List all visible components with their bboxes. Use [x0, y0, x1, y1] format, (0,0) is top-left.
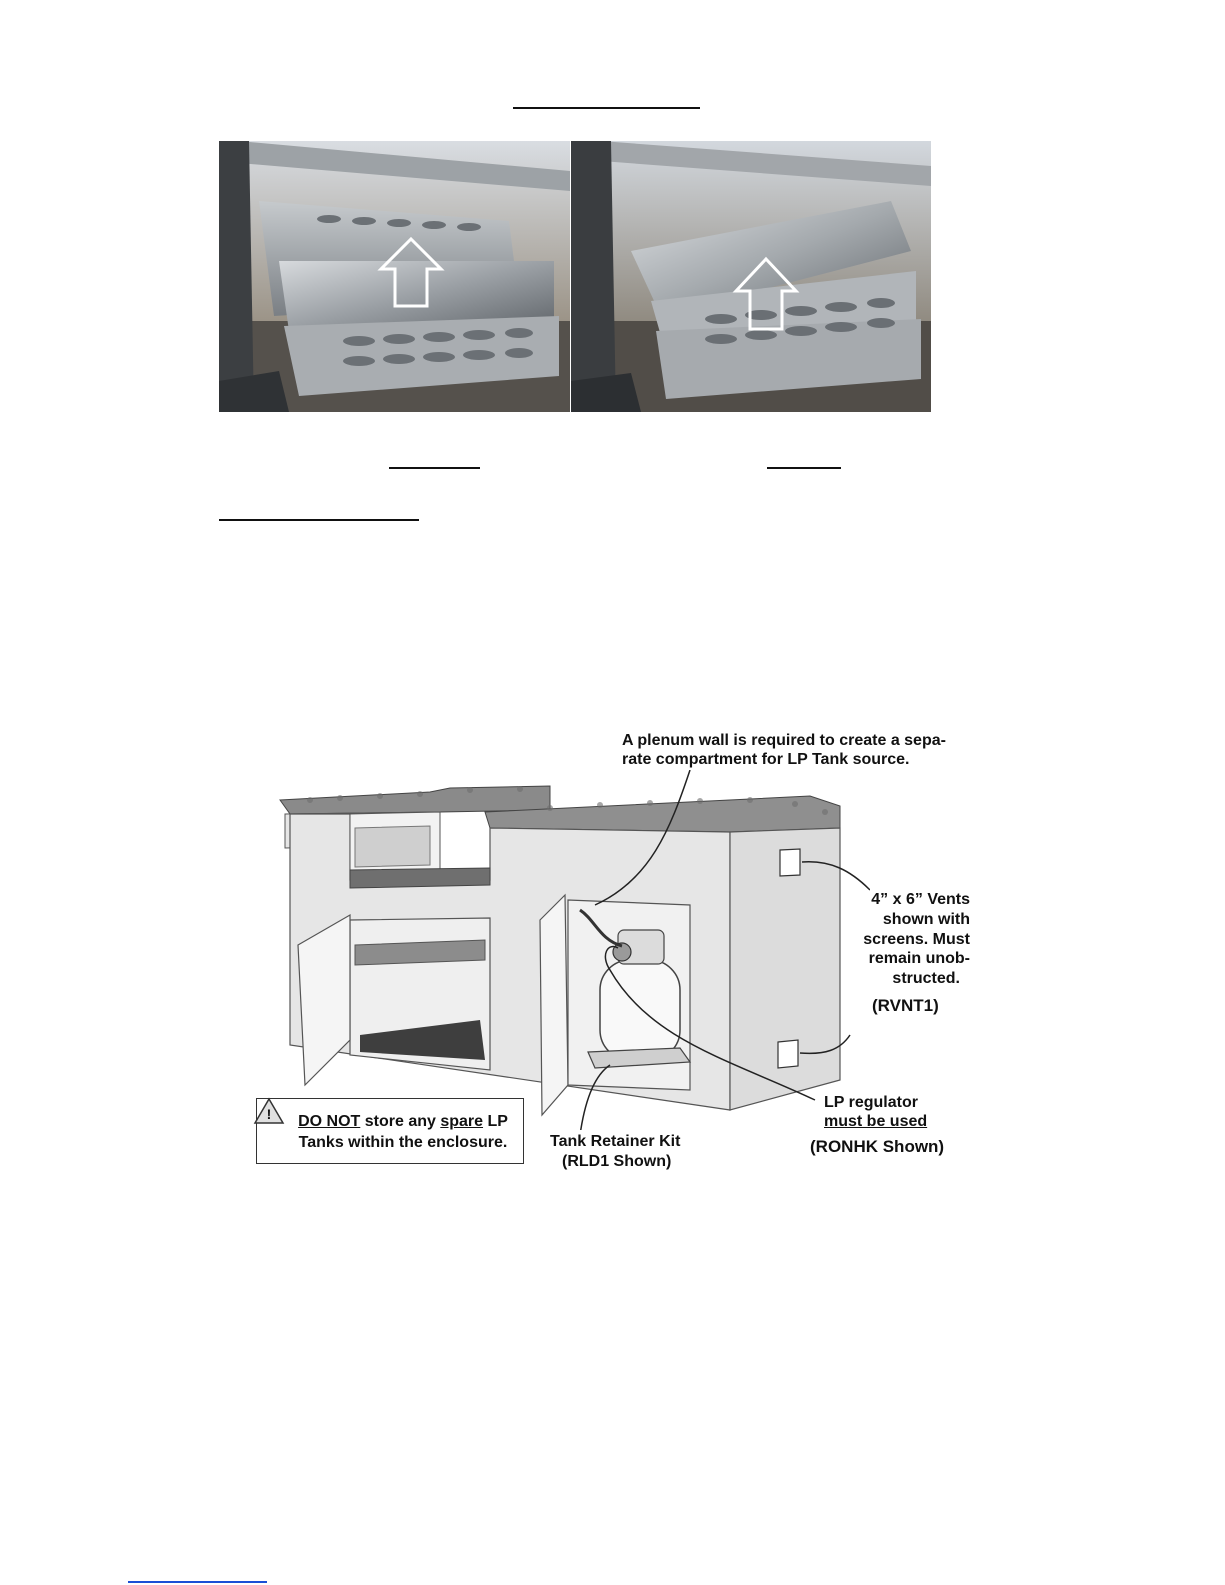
svg-text:!: ! [266, 1106, 272, 1122]
lower-vent-icon [778, 1040, 798, 1068]
photo-vent-cover-open-image [571, 141, 931, 412]
warning-line2: Tanks within the enclosure. [298, 1134, 508, 1151]
caption-underline-left [389, 467, 480, 469]
left-door [298, 915, 350, 1085]
outdoor-kitchen-enclosure-diagram [250, 770, 870, 1130]
vents-model-label: (RVNT1) [872, 996, 939, 1015]
warning-triangle-icon [253, 1097, 285, 1125]
photo-vent-cover-closed [219, 141, 570, 412]
photo-vent-cover-open [571, 141, 931, 412]
retainer-label-line2: (RLD1 Shown) [562, 1153, 672, 1170]
regulator-model-label: (RONHK Shown) [810, 1137, 945, 1156]
regulator-label-line2: must be used [824, 1113, 928, 1130]
plenum-wall-label-line1: A plenum wall is required to create a sepa- [622, 732, 946, 749]
lp-tank-icon [600, 960, 680, 1060]
plenum-wall-label-line2: rate compartment for LP Tank source. [622, 751, 910, 768]
vents-label-line3: screens. Must [863, 931, 970, 948]
regulator-label-line1: LP regulator [824, 1094, 918, 1111]
vents-label-line1: 4” x 6” Vents [871, 891, 970, 908]
upper-vent-icon [780, 849, 800, 876]
right-door [540, 895, 568, 1115]
footer-link-underline[interactable] [128, 1581, 267, 1583]
warning-lp: LP [483, 1113, 508, 1130]
left-countertop [280, 786, 550, 814]
warning-box [256, 1098, 524, 1164]
caption-underline-right [767, 467, 841, 469]
warning-spare: spare [440, 1113, 484, 1130]
heading-underline [513, 107, 700, 109]
section-heading-underline [219, 519, 419, 521]
photo-vent-cover-closed-image [219, 141, 570, 412]
vents-label-line4: remain unob- [868, 950, 970, 967]
warning-text [287, 1111, 519, 1153]
vents-label-line2: shown with [882, 911, 970, 928]
warning-store-any: store any [360, 1113, 441, 1130]
vents-label-line5: structed. [892, 970, 960, 987]
warning-do-not: DO NOT [298, 1113, 361, 1130]
retainer-label-line1: Tank Retainer Kit [550, 1133, 681, 1150]
